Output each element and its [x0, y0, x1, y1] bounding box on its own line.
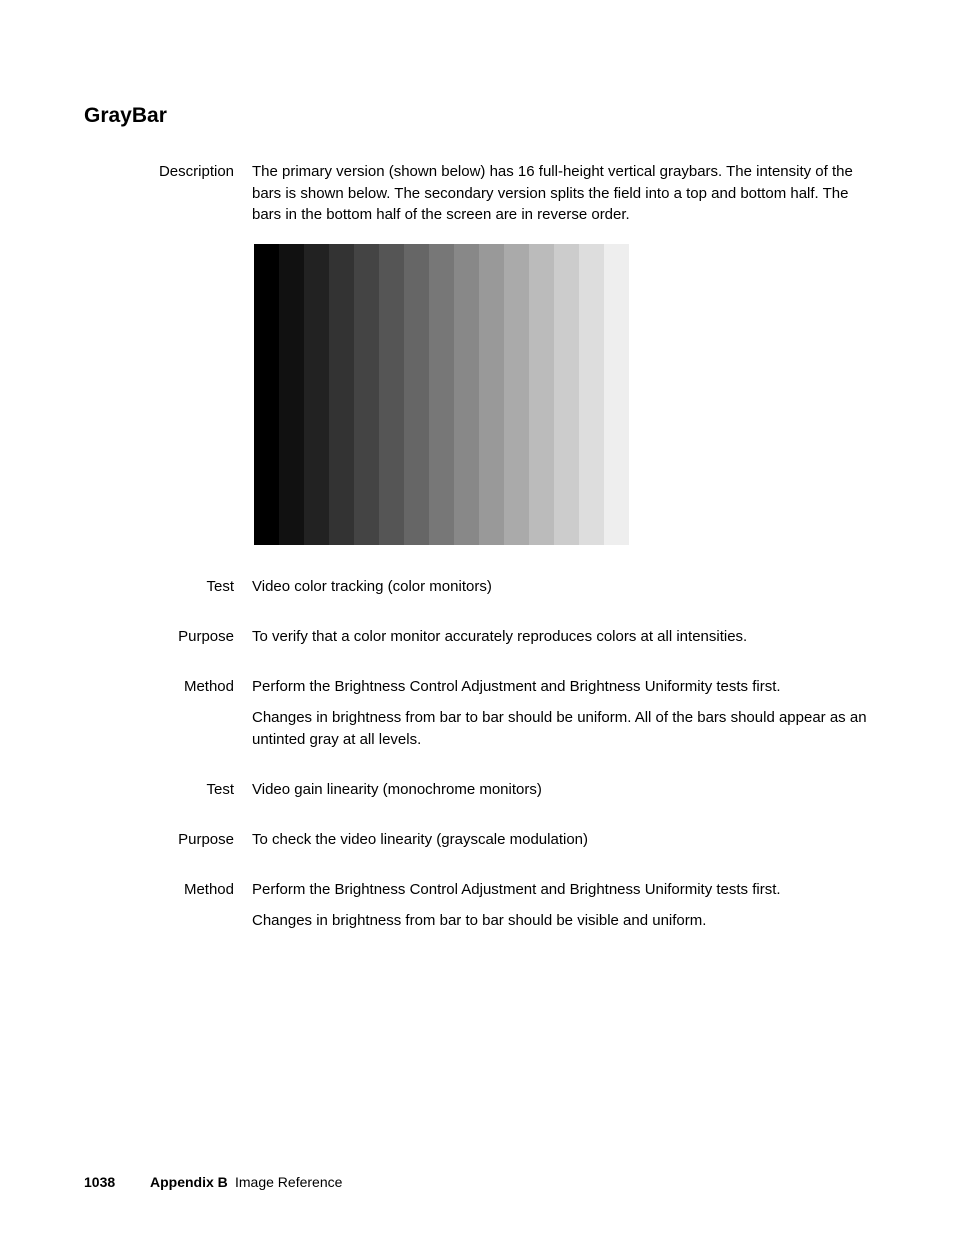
- graybar-5: [354, 244, 379, 545]
- graybar-6: [379, 244, 404, 545]
- method1-text-1: Perform the Brightness Control Adjustment and Brightness Uniformity tests first.: [252, 678, 781, 695]
- method2-text-1: Perform the Brightness Control Adjustment and Brightness Uniformity tests first.: [252, 881, 781, 898]
- method2-text-2: Changes in brightness from bar to bar should be visible and uniform.: [252, 912, 707, 929]
- purpose2-text: To check the video linearity (grayscale modulation): [252, 831, 588, 848]
- graybar-1: [254, 244, 279, 545]
- purpose1-text: To verify that a color monitor accurately reproduces colors at all intensities.: [252, 628, 748, 645]
- graybar-3: [304, 244, 329, 545]
- page-title: GrayBar: [84, 104, 167, 127]
- graybar-15: [604, 244, 629, 545]
- description-label: Description: [158, 163, 234, 180]
- method1-text-2: Changes in brightness from bar to bar should be uniform. All of the bars should appear as an untinted gray at all levels.: [252, 709, 867, 748]
- graybar-8: [429, 244, 454, 545]
- graybar-13: [554, 244, 579, 545]
- footer-appendix: Appendix B: [150, 1174, 228, 1190]
- method2-label: Method: [183, 881, 234, 898]
- purpose2-label: Purpose: [178, 831, 234, 848]
- graybar-16: [629, 244, 654, 545]
- test2-text: Video gain linearity (monochrome monitors): [252, 781, 542, 798]
- graybar-4: [329, 244, 354, 545]
- graybar-pattern-image: [254, 244, 654, 545]
- graybar-9: [454, 244, 479, 545]
- graybar-14: [579, 244, 604, 545]
- method1-label: Method: [183, 678, 234, 695]
- purpose1-label: Purpose: [178, 628, 234, 645]
- test1-text: Video color tracking (color monitors): [252, 578, 492, 595]
- page-number: 1038: [84, 1174, 116, 1190]
- test1-label: Test: [206, 578, 234, 595]
- graybar-7: [404, 244, 429, 545]
- footer-section-title: Image Reference: [235, 1174, 343, 1190]
- graybar-2: [279, 244, 304, 545]
- graybar-12: [529, 244, 554, 545]
- graybar-10: [479, 244, 504, 545]
- test2-label: Test: [206, 781, 234, 798]
- description-text: The primary version (shown below) has 16 full-height vertical graybars. The intensity of the bars is shown below. The secondary version splits the field into a top and bottom half. The bars in the bottom half of the screen are in reverse order.: [252, 163, 853, 223]
- graybar-11: [504, 244, 529, 545]
